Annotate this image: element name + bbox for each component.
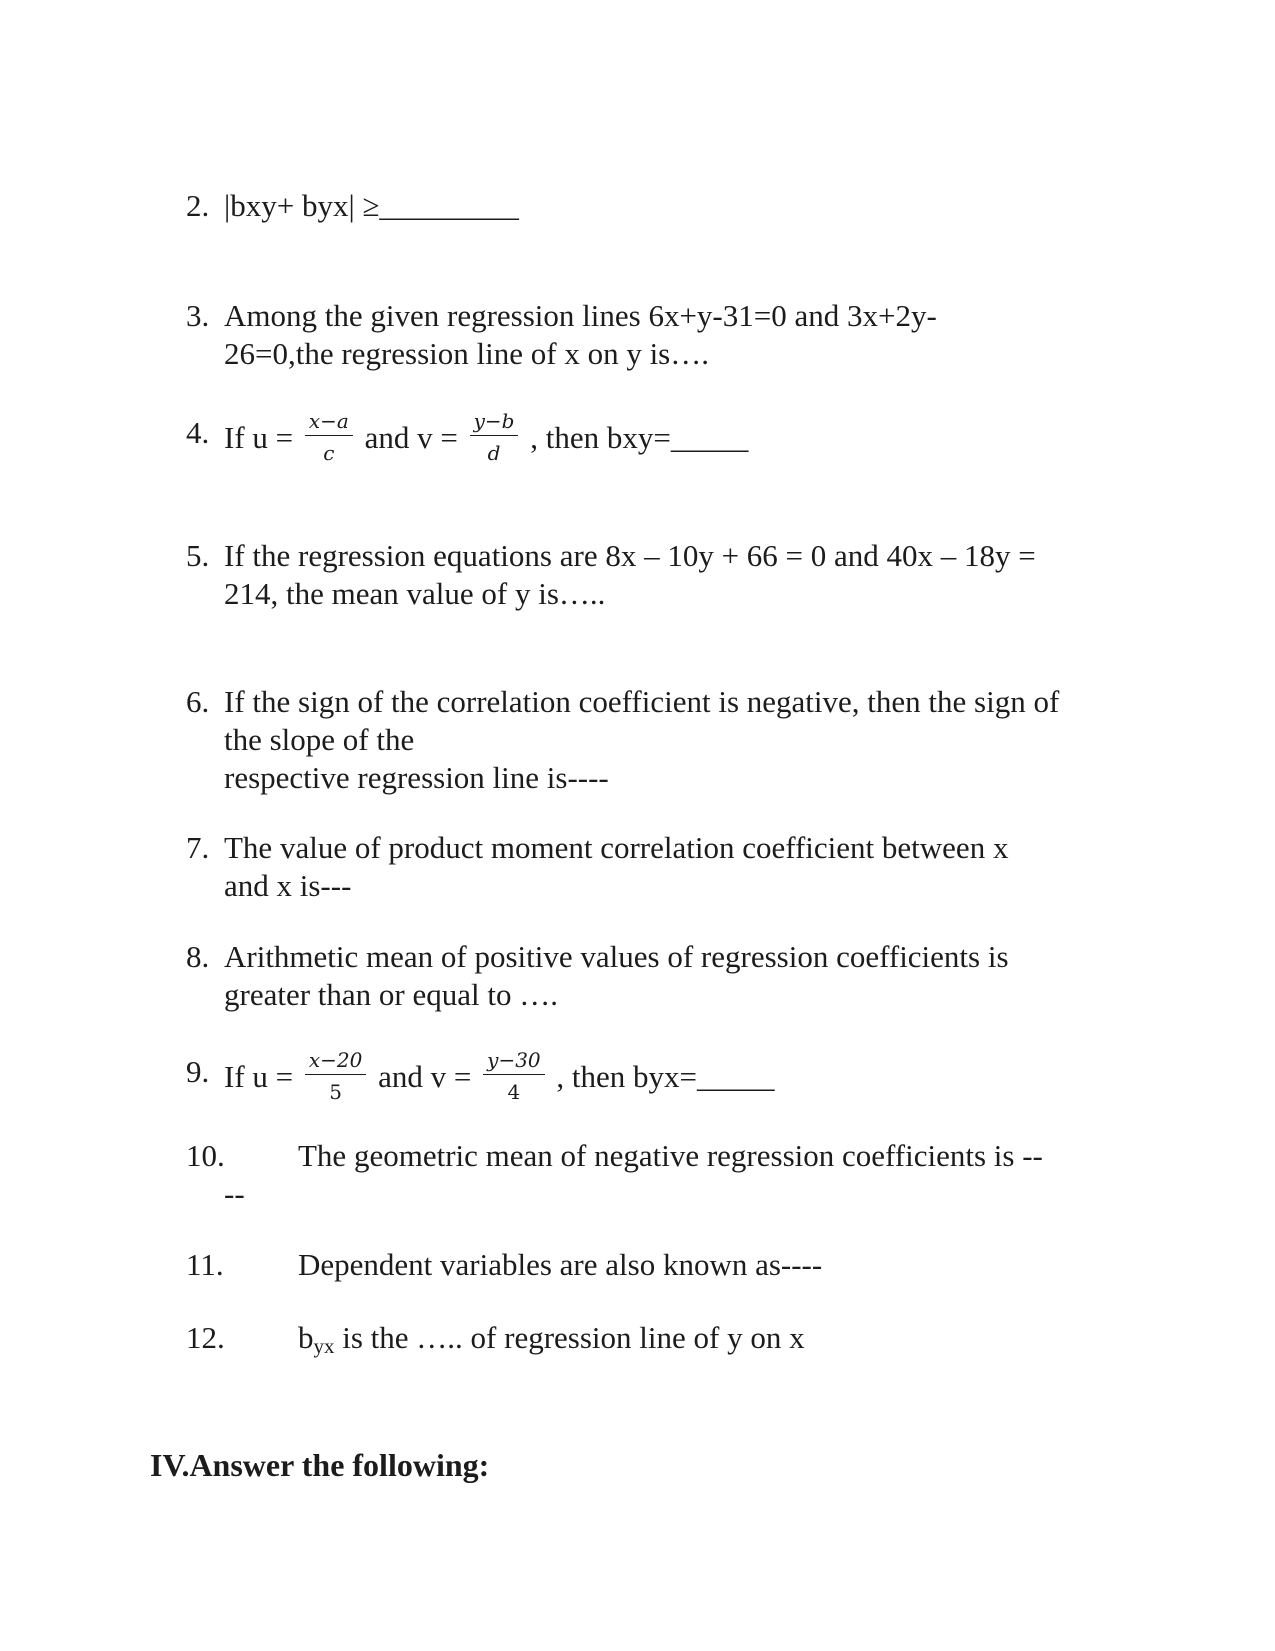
subscript: yx <box>313 1334 335 1358</box>
question-2 <box>186 187 1126 225</box>
question-number: 4. <box>186 415 210 450</box>
question-9 <box>186 1048 1126 1107</box>
question-text-line: -- <box>224 1176 245 1211</box>
question-number: 2. <box>186 188 210 223</box>
text-segment: and v = <box>378 1059 472 1095</box>
text-segment: , then bxy=_____ <box>530 420 749 456</box>
fraction-denominator: 4 <box>507 1080 521 1104</box>
question-11 <box>186 1246 1126 1284</box>
text-segment: and v = <box>364 420 458 456</box>
text-segment: If u = <box>224 1059 294 1095</box>
text-segment: , then byx=_____ <box>556 1059 775 1095</box>
question-8 <box>186 938 1126 1014</box>
text-segment: is the ….. of regression line of y on x <box>334 1320 805 1355</box>
fraction-denominator: c <box>323 441 335 465</box>
question-4 <box>186 409 1126 468</box>
question-text-line: greater than or equal to …. <box>224 977 558 1012</box>
question-number: 11. <box>186 1247 224 1282</box>
fraction-u <box>305 410 353 464</box>
fraction-u <box>305 1049 367 1103</box>
fraction-denominator: d <box>487 441 501 465</box>
question-text: |bxy+ byx| ≥_________ <box>224 188 519 223</box>
question-text-line: 26=0,the regression line of x on y is…. <box>224 336 709 371</box>
question-text-line: The geometric mean of negative regression coefficients is -- <box>298 1138 1043 1173</box>
question-number: 7. <box>186 830 210 865</box>
question-12 <box>186 1319 1126 1365</box>
question-text-line: the slope of the <box>224 722 415 757</box>
text-segment: b <box>298 1320 314 1355</box>
question-number: 8. <box>186 939 210 974</box>
fraction-v <box>470 410 519 464</box>
question-number: 3. <box>186 298 210 333</box>
question-text-line: If the regression equations are 8x – 10y + 66 = 0 and 40x – 18y = <box>224 538 1036 573</box>
question-10 <box>186 1137 1126 1213</box>
fraction-numerator: x−a <box>305 410 353 436</box>
question-number: 9. <box>186 1054 210 1089</box>
fraction-denominator: 5 <box>329 1080 342 1104</box>
question-text: Dependent variables are also known as---- <box>298 1247 823 1282</box>
question-number: 5. <box>186 538 210 573</box>
question-text <box>224 409 1126 468</box>
question-text-line: and x is--- <box>224 868 352 903</box>
question-text <box>298 1319 1126 1365</box>
question-text-line: If the sign of the correlation coefficient is negative, then the sign of <box>224 684 1060 719</box>
question-text-line: 214, the mean value of y is….. <box>224 576 606 611</box>
fraction-numerator: x−20 <box>305 1049 367 1075</box>
question-text-line: Arithmetic mean of positive values of regression coefficients is <box>224 939 1009 974</box>
question-number: 6. <box>186 684 210 719</box>
question-text-line: Among the given regression lines 6x+y-31=0 and 3x+2y- <box>224 298 937 333</box>
section-heading: IV.Answer the following: <box>150 1447 490 1483</box>
question-6 <box>186 683 1126 797</box>
fraction-v <box>483 1049 545 1103</box>
text-segment: If u = <box>224 420 294 456</box>
question-number: 10. <box>186 1138 225 1173</box>
fraction-numerator: y−b <box>470 410 519 436</box>
question-number: 12. <box>186 1320 225 1355</box>
question-3 <box>186 297 1126 373</box>
question-5 <box>186 537 1126 613</box>
question-7 <box>186 829 1126 905</box>
question-text-line: respective regression line is---- <box>224 760 609 795</box>
question-text <box>224 1048 1126 1107</box>
fraction-numerator: y−30 <box>483 1049 545 1075</box>
question-text-line: The value of product moment correlation coefficient between x <box>224 830 1009 865</box>
